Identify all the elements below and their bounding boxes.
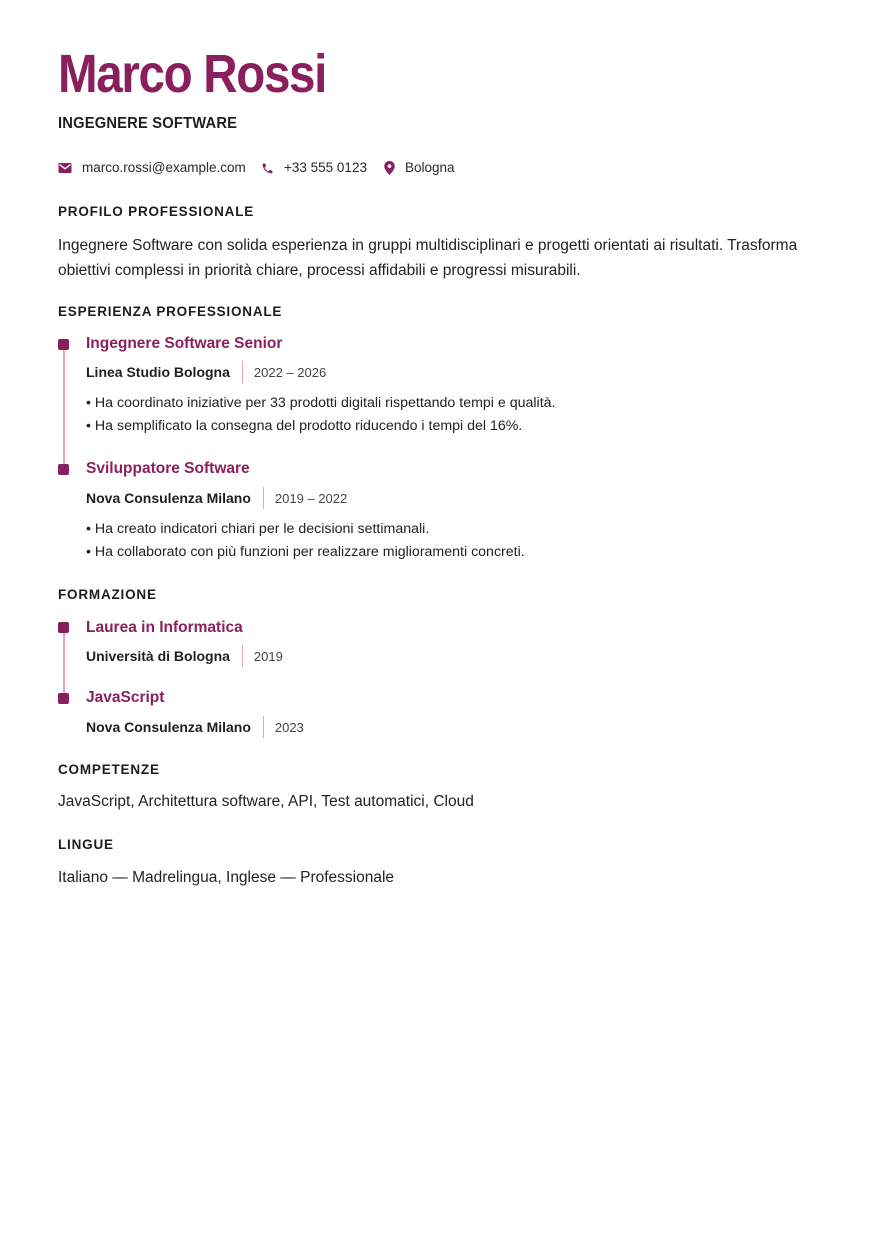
- experience-bullets: [86, 392, 555, 437]
- email-text: marco.rossi@example.com: [82, 160, 246, 175]
- contact-email[interactable]: [58, 158, 246, 178]
- map-pin-icon: [384, 161, 395, 175]
- education-dates: 2023: [274, 719, 304, 735]
- experience-dates: 2019 – 2022: [274, 490, 348, 506]
- bullet-item: • Ha collaborato con più funzioni per realizzare miglioramenti concreti.: [86, 543, 525, 560]
- education-meta: [86, 645, 283, 667]
- meta-divider: [263, 487, 264, 509]
- phone-text: +33 555 0123: [284, 160, 367, 175]
- experience-timeline-line: [63, 345, 65, 470]
- profile-heading: PROFILO PROFESSIONALE: [58, 204, 255, 219]
- education-org: Nova Consulenza Milano: [86, 719, 251, 735]
- experience-dates: 2022 – 2026: [253, 364, 327, 380]
- bullet-item: • Ha semplificato la consegna del prodotto riducendo i tempi del 16%.: [86, 417, 523, 434]
- experience-heading: ESPERIENZA PROFESSIONALE: [58, 304, 283, 319]
- experience-title: Sviluppatore Software: [86, 460, 250, 477]
- meta-divider: [242, 645, 243, 667]
- bullet-item: • Ha creato indicatori chiari per le decisioni settimanali.: [86, 521, 430, 537]
- education-timeline-line: [63, 628, 65, 698]
- candidate-name: Marco Rossi: [58, 44, 327, 104]
- contact-location: [384, 158, 455, 178]
- contact-phone[interactable]: [261, 158, 367, 178]
- timeline-dot: [58, 693, 69, 704]
- envelope-icon: [58, 162, 72, 174]
- meta-divider: [242, 361, 243, 383]
- experience-org: Nova Consulenza Milano: [86, 490, 251, 506]
- job-title: INGEGNERE SOFTWARE: [58, 115, 238, 132]
- phone-icon: [261, 162, 274, 175]
- timeline-dot: [58, 339, 69, 350]
- education-dates: 2019: [253, 648, 283, 664]
- education-meta: [86, 716, 304, 738]
- experience-title: Ingegnere Software Senior: [86, 335, 283, 352]
- skills-heading: COMPETENZE: [58, 762, 160, 777]
- education-heading: FORMAZIONE: [58, 587, 157, 602]
- languages-text: Italiano — Madrelingua, Inglese — Professionale: [58, 869, 395, 886]
- education-org: Università di Bologna: [86, 648, 230, 664]
- education-title: Laurea in Informatica: [86, 619, 243, 636]
- experience-meta: [86, 361, 326, 383]
- timeline-dot: [58, 622, 69, 633]
- contact-bar: [58, 158, 858, 178]
- location-text: Bologna: [405, 160, 455, 175]
- experience-org: Linea Studio Bologna: [86, 364, 230, 380]
- languages-heading: LINGUE: [58, 837, 114, 852]
- education-title: JavaScript: [86, 689, 165, 706]
- experience-bullets: [86, 518, 525, 563]
- bullet-item: • Ha coordinato iniziative per 33 prodotti digitali rispettando tempi e qualità.: [86, 395, 556, 411]
- skills-text: JavaScript, Architettura software, API, Test automatici, Cloud: [58, 793, 474, 810]
- profile-text: Ingegnere Software con solida esperienza in gruppi multidisciplinari e progetti orientati ai risultati. Trasforma obiettivi complessi in priorità chiare, processi affidabili e progressi misurabili.: [58, 237, 798, 279]
- experience-meta: [86, 487, 347, 509]
- timeline-dot: [58, 464, 69, 475]
- meta-divider: [263, 716, 264, 738]
